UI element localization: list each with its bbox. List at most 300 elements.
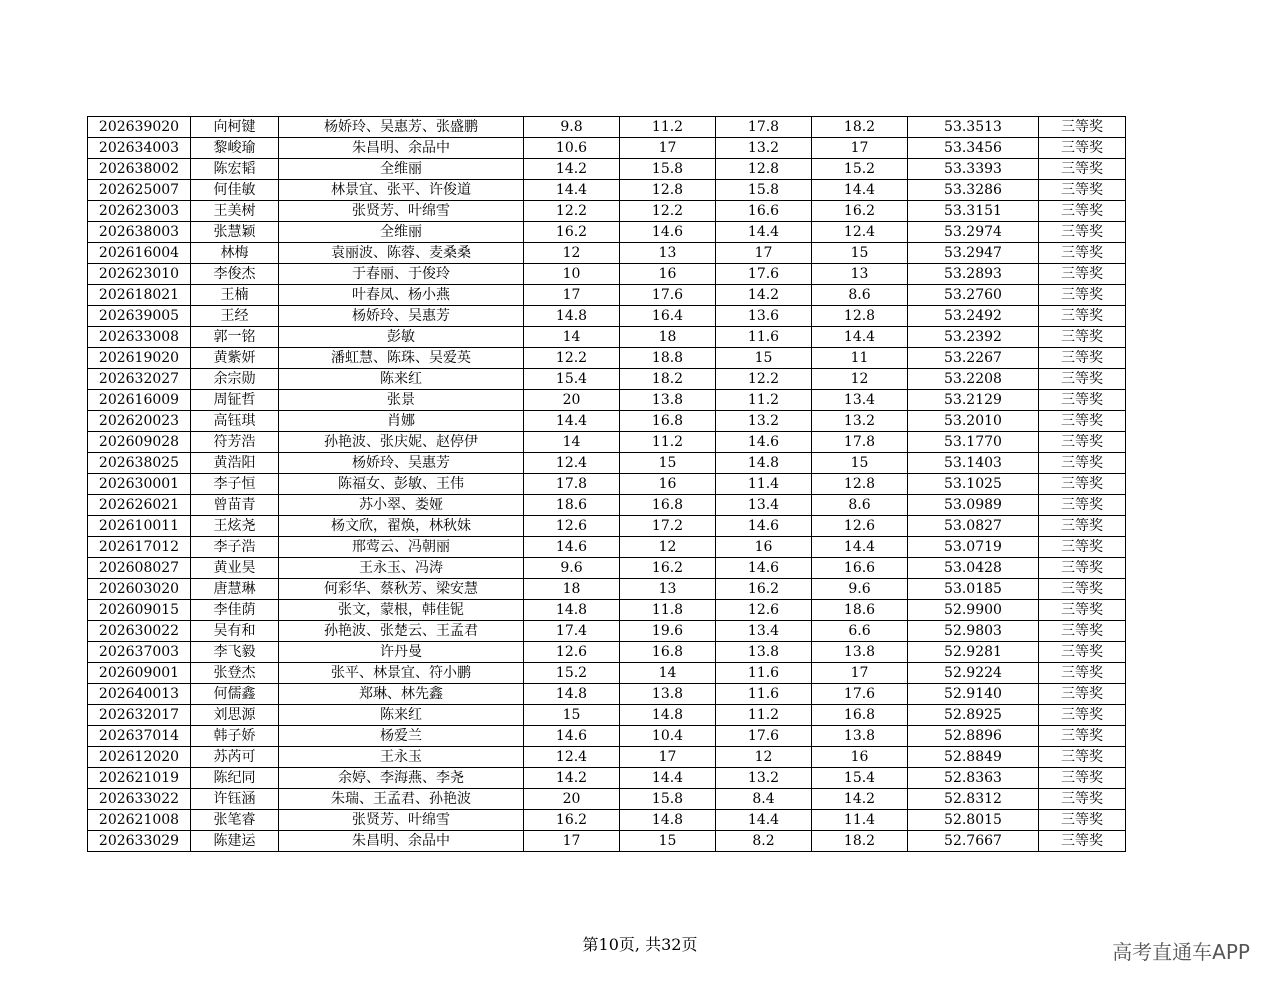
score-1-cell: 15.2 [524,663,620,684]
total-score-cell: 53.2392 [908,327,1039,348]
teachers-cell: 张平、林景宜、符小鹏 [279,663,524,684]
student-id-cell: 202621019 [88,768,191,789]
total-score-cell: 53.2267 [908,348,1039,369]
score-2-cell: 11.2 [620,117,716,138]
teachers-cell: 张贤芳、叶绵雪 [279,201,524,222]
score-4-cell: 17.6 [812,684,908,705]
score-4-cell: 18.6 [812,600,908,621]
teachers-cell: 朱昌明、余品中 [279,138,524,159]
teachers-cell: 彭敏 [279,327,524,348]
score-3-cell: 17.6 [716,264,812,285]
score-3-cell: 14.8 [716,453,812,474]
score-4-cell: 11.4 [812,810,908,831]
total-score-cell: 53.3151 [908,201,1039,222]
score-1-cell: 16.2 [524,810,620,831]
award-cell: 三等奖 [1039,180,1126,201]
student-name-cell: 李俊杰 [191,264,279,285]
table-row [88,579,1126,600]
student-id-cell: 202619020 [88,348,191,369]
table-row [88,558,1126,579]
student-name-cell: 黄业昊 [191,558,279,579]
teachers-cell: 叶春凤、杨小燕 [279,285,524,306]
teachers-cell: 王永玉、冯涛 [279,558,524,579]
award-cell: 三等奖 [1039,747,1126,768]
table-row [88,453,1126,474]
score-4-cell: 11 [812,348,908,369]
total-score-cell: 52.8015 [908,810,1039,831]
score-1-cell: 17.4 [524,621,620,642]
score-1-cell: 17 [524,831,620,852]
award-cell: 三等奖 [1039,600,1126,621]
total-score-cell: 52.8925 [908,705,1039,726]
student-id-cell: 202616009 [88,390,191,411]
award-cell: 三等奖 [1039,516,1126,537]
total-score-cell: 53.1025 [908,474,1039,495]
score-4-cell: 14.2 [812,789,908,810]
table-row [88,663,1126,684]
total-score-cell: 53.2208 [908,369,1039,390]
score-2-cell: 16.8 [620,495,716,516]
score-1-cell: 18 [524,579,620,600]
total-score-cell: 53.3286 [908,180,1039,201]
table-row [88,138,1126,159]
award-cell: 三等奖 [1039,285,1126,306]
teachers-cell: 陈来红 [279,705,524,726]
score-4-cell: 16.6 [812,558,908,579]
teachers-cell: 陈福女、彭敏、王伟 [279,474,524,495]
award-cell: 三等奖 [1039,474,1126,495]
award-cell: 三等奖 [1039,453,1126,474]
table-row [88,432,1126,453]
score-2-cell: 18.2 [620,369,716,390]
score-4-cell: 17 [812,663,908,684]
student-name-cell: 王楠 [191,285,279,306]
teachers-cell: 全维丽 [279,222,524,243]
score-3-cell: 14.6 [716,558,812,579]
award-cell: 三等奖 [1039,390,1126,411]
award-cell: 三等奖 [1039,789,1126,810]
table-row [88,180,1126,201]
score-4-cell: 14.4 [812,327,908,348]
score-4-cell: 16.8 [812,705,908,726]
score-1-cell: 12.4 [524,453,620,474]
table-row [88,747,1126,768]
table-row [88,642,1126,663]
teachers-cell: 王永玉 [279,747,524,768]
teachers-cell: 许丹曼 [279,642,524,663]
score-3-cell: 11.4 [716,474,812,495]
table-body [88,117,1126,852]
student-id-cell: 202633008 [88,327,191,348]
score-2-cell: 12.8 [620,180,716,201]
table-row [88,348,1126,369]
student-name-cell: 李佳荫 [191,600,279,621]
student-id-cell: 202637003 [88,642,191,663]
student-id-cell: 202637014 [88,726,191,747]
score-3-cell: 16.2 [716,579,812,600]
score-2-cell: 15 [620,831,716,852]
score-1-cell: 14.2 [524,768,620,789]
total-score-cell: 53.0989 [908,495,1039,516]
score-3-cell: 14.6 [716,516,812,537]
award-cell: 三等奖 [1039,159,1126,180]
award-cell: 三等奖 [1039,327,1126,348]
score-4-cell: 16.2 [812,201,908,222]
student-name-cell: 何儒鑫 [191,684,279,705]
total-score-cell: 53.0719 [908,537,1039,558]
student-id-cell: 202616004 [88,243,191,264]
score-3-cell: 14.4 [716,222,812,243]
score-2-cell: 17 [620,747,716,768]
score-3-cell: 14.2 [716,285,812,306]
teachers-cell: 何彩华、蔡秋芳、梁安慧 [279,579,524,600]
table-row [88,159,1126,180]
score-2-cell: 18.8 [620,348,716,369]
teachers-cell: 肖娜 [279,411,524,432]
score-2-cell: 11.2 [620,432,716,453]
total-score-cell: 53.2492 [908,306,1039,327]
score-2-cell: 19.6 [620,621,716,642]
award-cell: 三等奖 [1039,642,1126,663]
score-4-cell: 13 [812,264,908,285]
student-name-cell: 王经 [191,306,279,327]
score-3-cell: 14.6 [716,432,812,453]
total-score-cell: 52.9900 [908,600,1039,621]
student-name-cell: 何佳敏 [191,180,279,201]
score-4-cell: 6.6 [812,621,908,642]
score-4-cell: 13.8 [812,642,908,663]
student-name-cell: 曾苗青 [191,495,279,516]
total-score-cell: 53.3513 [908,117,1039,138]
student-id-cell: 202632017 [88,705,191,726]
score-2-cell: 14.6 [620,222,716,243]
total-score-cell: 52.9140 [908,684,1039,705]
score-4-cell: 15 [812,243,908,264]
score-3-cell: 11.6 [716,327,812,348]
score-2-cell: 13.8 [620,390,716,411]
student-id-cell: 202630001 [88,474,191,495]
teachers-cell: 苏小翠、娄娅 [279,495,524,516]
table-row [88,810,1126,831]
award-cell: 三等奖 [1039,621,1126,642]
score-3-cell: 8.4 [716,789,812,810]
teachers-cell: 张文，蒙根，韩佳铌 [279,600,524,621]
table-row [88,369,1126,390]
score-3-cell: 13.4 [716,495,812,516]
table-row [88,201,1126,222]
score-3-cell: 15 [716,348,812,369]
student-name-cell: 高钰琪 [191,411,279,432]
score-4-cell: 12.6 [812,516,908,537]
student-id-cell: 202633022 [88,789,191,810]
award-cell: 三等奖 [1039,537,1126,558]
student-id-cell: 202623003 [88,201,191,222]
score-1-cell: 12.2 [524,348,620,369]
student-id-cell: 202638003 [88,222,191,243]
table-row [88,390,1126,411]
total-score-cell: 53.3456 [908,138,1039,159]
table-row [88,621,1126,642]
student-id-cell: 202630022 [88,621,191,642]
score-3-cell: 16 [716,537,812,558]
total-score-cell: 52.7667 [908,831,1039,852]
table-row [88,411,1126,432]
score-3-cell: 12 [716,747,812,768]
score-3-cell: 16.6 [716,201,812,222]
table-row [88,768,1126,789]
student-name-cell: 李子恒 [191,474,279,495]
student-id-cell: 202621008 [88,810,191,831]
total-score-cell: 52.8363 [908,768,1039,789]
award-cell: 三等奖 [1039,726,1126,747]
score-3-cell: 13.6 [716,306,812,327]
table-row [88,789,1126,810]
score-4-cell: 12 [812,369,908,390]
page-number: 第10页, 共32页 [582,935,698,954]
score-2-cell: 17 [620,138,716,159]
student-id-cell: 202633029 [88,831,191,852]
award-cell: 三等奖 [1039,495,1126,516]
score-2-cell: 18 [620,327,716,348]
score-3-cell: 11.2 [716,390,812,411]
award-cell: 三等奖 [1039,264,1126,285]
table-row [88,516,1126,537]
teachers-cell: 张景 [279,390,524,411]
total-score-cell: 53.2010 [908,411,1039,432]
award-cell: 三等奖 [1039,222,1126,243]
score-4-cell: 14.4 [812,180,908,201]
score-1-cell: 14.8 [524,684,620,705]
score-3-cell: 11.6 [716,663,812,684]
award-cell: 三等奖 [1039,369,1126,390]
award-cell: 三等奖 [1039,663,1126,684]
total-score-cell: 53.0428 [908,558,1039,579]
student-id-cell: 202609015 [88,600,191,621]
score-1-cell: 9.6 [524,558,620,579]
total-score-cell: 53.2974 [908,222,1039,243]
student-name-cell: 王美树 [191,201,279,222]
score-2-cell: 16.8 [620,411,716,432]
score-3-cell: 13.4 [716,621,812,642]
student-id-cell: 202609001 [88,663,191,684]
score-1-cell: 16.2 [524,222,620,243]
award-cell: 三等奖 [1039,201,1126,222]
total-score-cell: 53.2947 [908,243,1039,264]
total-score-cell: 53.2760 [908,285,1039,306]
teachers-cell: 邢莺云、冯朝丽 [279,537,524,558]
score-4-cell: 8.6 [812,495,908,516]
table-row [88,222,1126,243]
score-3-cell: 12.6 [716,600,812,621]
score-1-cell: 10 [524,264,620,285]
teachers-cell: 余婷、李海燕、李尧 [279,768,524,789]
teachers-cell: 全维丽 [279,159,524,180]
student-id-cell: 202625007 [88,180,191,201]
award-cell: 三等奖 [1039,348,1126,369]
score-4-cell: 9.6 [812,579,908,600]
score-3-cell: 12.2 [716,369,812,390]
student-id-cell: 202620023 [88,411,191,432]
teachers-cell: 陈来红 [279,369,524,390]
total-score-cell: 52.8312 [908,789,1039,810]
student-name-cell: 周钲哲 [191,390,279,411]
score-3-cell: 13.2 [716,411,812,432]
table-row [88,726,1126,747]
award-cell: 三等奖 [1039,705,1126,726]
score-4-cell: 17 [812,138,908,159]
table-row [88,600,1126,621]
score-2-cell: 15.8 [620,789,716,810]
score-4-cell: 8.6 [812,285,908,306]
total-score-cell: 52.8849 [908,747,1039,768]
award-cell: 三等奖 [1039,810,1126,831]
student-name-cell: 黎峻瑜 [191,138,279,159]
score-1-cell: 20 [524,789,620,810]
total-score-cell: 53.3393 [908,159,1039,180]
student-name-cell: 陈纪同 [191,768,279,789]
award-cell: 三等奖 [1039,432,1126,453]
total-score-cell: 53.0185 [908,579,1039,600]
score-1-cell: 14.8 [524,600,620,621]
teachers-cell: 孙艳波、张楚云、王孟君 [279,621,524,642]
student-id-cell: 202610011 [88,516,191,537]
score-4-cell: 13.4 [812,390,908,411]
score-1-cell: 17.8 [524,474,620,495]
score-3-cell: 17.6 [716,726,812,747]
table-row [88,285,1126,306]
award-cell: 三等奖 [1039,579,1126,600]
teachers-cell: 杨娇玲、吴惠芳 [279,453,524,474]
student-name-cell: 黄紫妍 [191,348,279,369]
total-score-cell: 53.0827 [908,516,1039,537]
score-4-cell: 16 [812,747,908,768]
score-1-cell: 14 [524,327,620,348]
score-3-cell: 13.2 [716,768,812,789]
teachers-cell: 杨娇玲、吴惠芳、张盛鹏 [279,117,524,138]
total-score-cell: 52.9803 [908,621,1039,642]
student-name-cell: 郭一铭 [191,327,279,348]
student-name-cell: 陈建运 [191,831,279,852]
award-cell: 三等奖 [1039,411,1126,432]
score-2-cell: 15.8 [620,159,716,180]
score-4-cell: 13.2 [812,411,908,432]
table-row [88,243,1126,264]
student-name-cell: 张笔睿 [191,810,279,831]
score-2-cell: 14.8 [620,810,716,831]
score-1-cell: 12.6 [524,516,620,537]
award-cell: 三等奖 [1039,117,1126,138]
table-row [88,264,1126,285]
total-score-cell: 52.8896 [908,726,1039,747]
student-name-cell: 李飞毅 [191,642,279,663]
teachers-cell: 杨娇玲、吴惠芳 [279,306,524,327]
award-cell: 三等奖 [1039,243,1126,264]
score-1-cell: 17 [524,285,620,306]
student-id-cell: 202640013 [88,684,191,705]
total-score-cell: 53.1403 [908,453,1039,474]
student-id-cell: 202608027 [88,558,191,579]
score-1-cell: 14.6 [524,537,620,558]
score-2-cell: 16.4 [620,306,716,327]
score-3-cell: 12.8 [716,159,812,180]
score-2-cell: 10.4 [620,726,716,747]
score-1-cell: 14.4 [524,411,620,432]
student-id-cell: 202632027 [88,369,191,390]
teachers-cell: 朱昌明、余品中 [279,831,524,852]
teachers-cell: 潘虹慧、陈珠、吴爱英 [279,348,524,369]
award-cell: 三等奖 [1039,684,1126,705]
score-4-cell: 17.8 [812,432,908,453]
score-2-cell: 16 [620,474,716,495]
award-cell: 三等奖 [1039,306,1126,327]
score-3-cell: 15.8 [716,180,812,201]
score-4-cell: 18.2 [812,831,908,852]
score-3-cell: 8.2 [716,831,812,852]
table-row [88,495,1126,516]
student-name-cell: 刘思源 [191,705,279,726]
score-1-cell: 12.6 [524,642,620,663]
teachers-cell: 郑琳、林先鑫 [279,684,524,705]
score-1-cell: 12 [524,243,620,264]
table-row [88,705,1126,726]
teachers-cell: 杨爱兰 [279,726,524,747]
teachers-cell: 朱瑞、王孟君、孙艳波 [279,789,524,810]
student-name-cell: 李子浩 [191,537,279,558]
total-score-cell: 52.9224 [908,663,1039,684]
score-2-cell: 14.8 [620,705,716,726]
student-id-cell: 202634003 [88,138,191,159]
award-cell: 三等奖 [1039,558,1126,579]
score-3-cell: 17.8 [716,117,812,138]
student-name-cell: 王炫尧 [191,516,279,537]
table-row [88,537,1126,558]
total-score-cell: 53.1770 [908,432,1039,453]
table-row [88,831,1126,852]
student-id-cell: 202638002 [88,159,191,180]
score-2-cell: 12.2 [620,201,716,222]
student-name-cell: 向柯键 [191,117,279,138]
table-row [88,306,1126,327]
student-name-cell: 苏芮可 [191,747,279,768]
table-row [88,474,1126,495]
student-id-cell: 202639020 [88,117,191,138]
award-cell: 三等奖 [1039,138,1126,159]
teachers-cell: 张贤芳、叶绵雪 [279,810,524,831]
score-2-cell: 12 [620,537,716,558]
student-name-cell: 张慧颖 [191,222,279,243]
score-1-cell: 18.6 [524,495,620,516]
teachers-cell: 林景宜、张平、许俊道 [279,180,524,201]
score-1-cell: 14.6 [524,726,620,747]
score-1-cell: 10.6 [524,138,620,159]
student-name-cell: 许钰涵 [191,789,279,810]
student-id-cell: 202618021 [88,285,191,306]
table-row [88,684,1126,705]
score-2-cell: 14 [620,663,716,684]
score-4-cell: 15.2 [812,159,908,180]
student-name-cell: 韩子娇 [191,726,279,747]
score-3-cell: 11.6 [716,684,812,705]
score-3-cell: 13.8 [716,642,812,663]
score-4-cell: 13.8 [812,726,908,747]
score-1-cell: 9.8 [524,117,620,138]
score-2-cell: 11.8 [620,600,716,621]
score-4-cell: 12.8 [812,474,908,495]
student-id-cell: 202639005 [88,306,191,327]
score-2-cell: 13.8 [620,684,716,705]
award-cell: 三等奖 [1039,831,1126,852]
score-2-cell: 16 [620,264,716,285]
